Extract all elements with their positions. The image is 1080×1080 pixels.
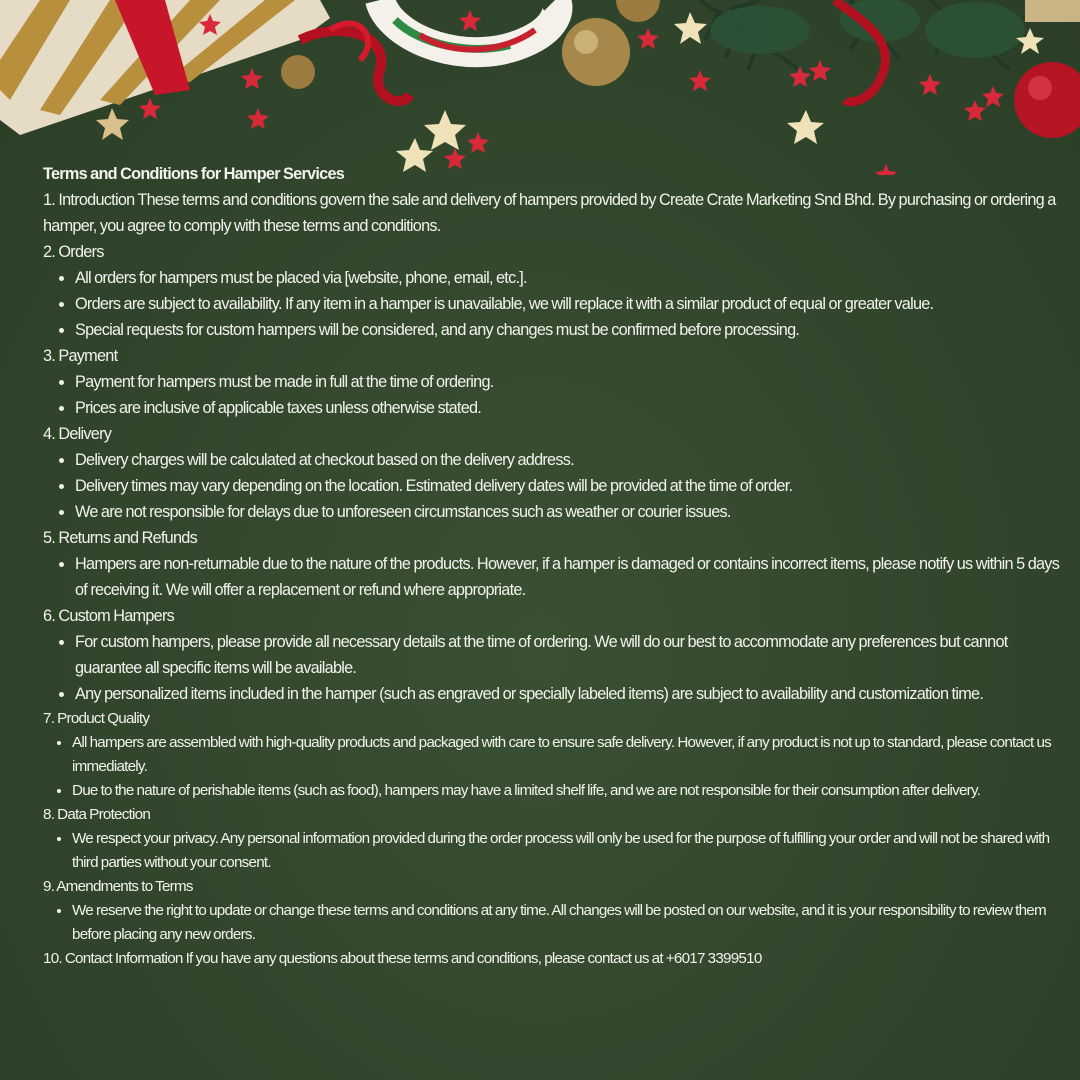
list-item: • For custom hampers, please provide all necessary details at the time of ordering. We will do our best to accommodate any preferences but cannot guarantee all specific items will be available. xyxy=(75,629,1063,681)
section-10-contact: 10. Contact Information If you have any questions about these terms and conditions, please contact us at +6017 3399510 xyxy=(43,950,762,967)
section-5-heading: 5. Returns and Refunds xyxy=(43,529,197,547)
list-item: • Prices are inclusive of applicable taxes unless otherwise stated. xyxy=(75,395,1063,421)
section-4-heading: 4. Delivery xyxy=(43,425,112,443)
gift-box-icon xyxy=(0,0,410,135)
section-5-list xyxy=(43,551,1063,603)
list-item: • Delivery times may vary depending on the location. Estimated delivery dates will be provided at the time of order. xyxy=(75,473,1063,499)
section-6-heading: 6. Custom Hampers xyxy=(43,607,175,625)
section-9-list xyxy=(43,899,1063,947)
small-text-block xyxy=(43,707,1063,971)
list-item: • Delivery charges will be calculated at checkout based on the delivery address. xyxy=(75,447,1063,473)
section-4-list xyxy=(43,447,1063,525)
list-item: • All hampers are assembled with high-quality products and packaged with care to ensure safe delivery. However, if any product is not up to standard, please contact us immediately. xyxy=(72,731,1063,779)
terms-document xyxy=(43,161,1063,971)
section-3-heading: 3. Payment xyxy=(43,347,118,365)
list-item: • Hampers are non-returnable due to the nature of the products. However, if a hamper is damaged or contains incorrect items, please notify us within 5 days of receiving it. We will offer a replacement or refund where appropriate. xyxy=(75,551,1063,603)
list-item: • Orders are subject to availability. If any item in a hamper is unavailable, we will replace it with a similar product of equal or greater value. xyxy=(75,291,1063,317)
section-8-list xyxy=(43,827,1063,875)
red-bell-icon xyxy=(1014,62,1080,138)
list-item: • We are not responsible for delays due to unforeseen circumstances such as weather or courier issues. xyxy=(75,499,1063,525)
gold-bauble-icon xyxy=(562,18,630,86)
document-title: Terms and Conditions for Hamper Services xyxy=(43,165,345,183)
section-2-list xyxy=(43,265,1063,343)
section-3-list xyxy=(43,369,1063,421)
section-2-heading: 2. Orders xyxy=(43,243,104,261)
section-8-heading: 8. Data Protection xyxy=(43,806,151,823)
list-item: • All orders for hampers must be placed via [website, phone, email, etc.]. xyxy=(75,265,1063,291)
section-7-heading: 7. Product Quality xyxy=(43,710,150,727)
section-6-list xyxy=(43,629,1063,707)
section-7-list xyxy=(43,731,1063,803)
christmas-decoration xyxy=(0,0,1080,175)
gold-bauble-small-icon xyxy=(281,55,315,89)
section-1-introduction: 1. Introduction These terms and conditions govern the sale and delivery of hampers provided by Create Crate Marketing Snd Bhd. By purchasing or ordering a hamper, you agree to comply with these terms and conditions. xyxy=(43,191,1056,235)
list-item: • Any personalized items included in the hamper (such as engraved or specially labeled items) are subject to availability and customization time. xyxy=(75,681,1063,707)
list-item: • We reserve the right to update or change these terms and conditions at any time. All changes will be posted on our website, and it is your responsibility to review them before placing any new orders. xyxy=(72,899,1063,947)
section-9-heading: 9. Amendments to Terms xyxy=(43,878,193,895)
list-item: • We respect your privacy. Any personal information provided during the order process will only be used for the purpose of fulfilling your order and will not be shared with third parties without your consent. xyxy=(72,827,1063,875)
list-item: • Due to the nature of perishable items (such as food), hampers may have a limited shelf life, and we are not responsible for their consumption after delivery. xyxy=(72,779,1063,803)
list-item: • Special requests for custom hampers will be considered, and any changes must be confirmed before processing. xyxy=(75,317,1063,343)
list-item: • Payment for hampers must be made in full at the time of ordering. xyxy=(75,369,1063,395)
